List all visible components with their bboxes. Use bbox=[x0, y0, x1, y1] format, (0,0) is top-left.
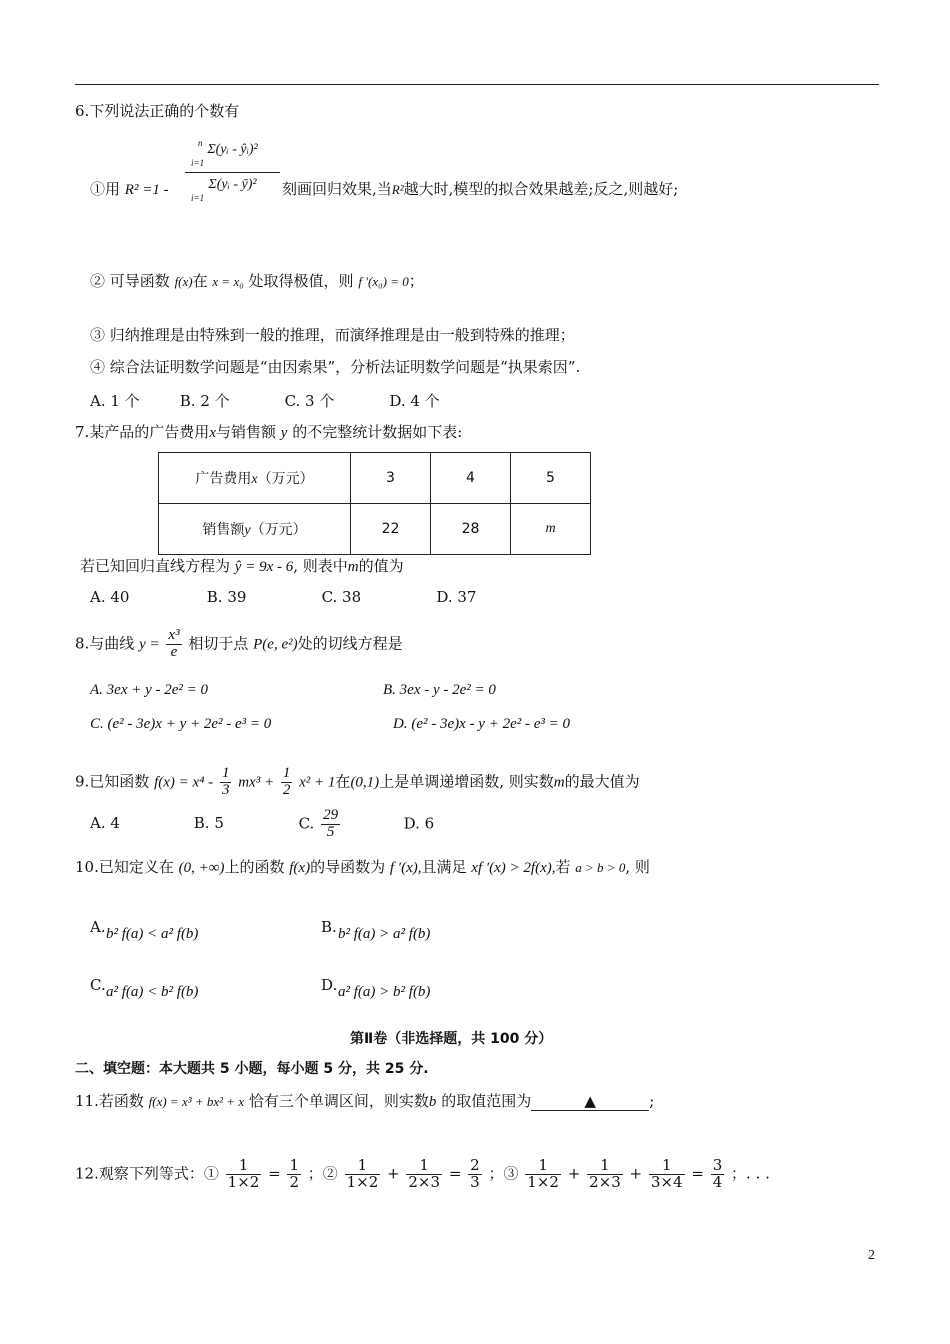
q11-stem-a: 11.若函数 bbox=[75, 1092, 144, 1110]
sum-range: i=1 bbox=[191, 158, 205, 168]
q12-stem-text: 12.观察下列等式： bbox=[75, 1164, 204, 1183]
frac-den: 1×2 bbox=[527, 1172, 559, 1191]
q6-s2-fx: f(x) bbox=[174, 274, 193, 289]
q9-option-a: A. 4 bbox=[90, 814, 120, 833]
q7-stem-y: y bbox=[280, 425, 288, 441]
q6-s1-denominator: Σ(yᵢ - ȳ)² bbox=[208, 177, 257, 192]
q10-option-d: a² f(a) > b² f(b) bbox=[338, 984, 431, 1000]
q9-stem-mid: mx³ + bbox=[238, 774, 275, 791]
q6-s1-text: 刻画回归效果,当 bbox=[282, 180, 392, 198]
q11-stem-c: 的取值范围为 bbox=[441, 1092, 532, 1110]
q8-stem-b: 相切于点 bbox=[188, 634, 249, 653]
table-cell: 22 bbox=[351, 504, 431, 555]
ad-sales-table bbox=[158, 452, 591, 555]
q7-stem bbox=[75, 421, 462, 442]
q11-stem bbox=[75, 1090, 654, 1111]
q10-option-b-label: B. bbox=[321, 918, 337, 936]
q7-option-c: C. 38 bbox=[321, 588, 362, 606]
q10-stem-a: 10.已知定义在 bbox=[75, 858, 174, 876]
frac-den: 2×3 bbox=[589, 1172, 621, 1191]
row1-var: x bbox=[251, 472, 258, 487]
q7-follow bbox=[80, 555, 404, 576]
frac-den: 2×3 bbox=[408, 1172, 441, 1191]
q9-stem-c: 上是单调递增函数, 则实数 bbox=[379, 772, 554, 791]
frac-den: 1×2 bbox=[346, 1172, 379, 1191]
q10-stem-ineq: xf ′(x) > 2f(x), bbox=[471, 860, 556, 876]
q9-stem-d: 的最大值为 bbox=[564, 772, 640, 791]
q11-stem-var: b bbox=[428, 1094, 437, 1110]
q6-s1-end: 越大时,模型的拟合效果越差;反之,则越好; bbox=[403, 180, 679, 198]
frac-num: 1 bbox=[221, 765, 230, 781]
frac-den: e bbox=[170, 643, 178, 660]
q8-stem-p: P(e, e²) bbox=[253, 636, 298, 653]
row2-var: y bbox=[244, 523, 251, 538]
frac-den: 3×4 bbox=[650, 1172, 683, 1191]
table-cell: 28 bbox=[431, 504, 511, 555]
q8-stem-c: 处的切线方程是 bbox=[297, 634, 403, 653]
table-row bbox=[159, 504, 591, 555]
frac bbox=[587, 1158, 623, 1191]
q8-option-b: B. 3ex - y - 2e² = 0 bbox=[383, 682, 496, 698]
q10-stem-cond: a > b > 0 bbox=[575, 860, 626, 875]
q10-option-a-label: A. bbox=[90, 918, 106, 936]
q8-option-c: C. (e² - 3e)x + y + 2e² - e³ = 0 bbox=[90, 716, 272, 732]
q7-option-d: D. 37 bbox=[436, 588, 477, 606]
q6-s1-tail bbox=[282, 178, 678, 199]
frac-den: 3 bbox=[221, 781, 230, 798]
q7-options bbox=[90, 588, 476, 606]
q9-stem-int: (0,1) bbox=[350, 774, 380, 791]
q6-s2-c: 处取得极值，则 bbox=[248, 272, 354, 290]
q9-option-c-label: C. bbox=[298, 814, 315, 833]
q10-stem-fp: f ′(x), bbox=[389, 860, 422, 876]
frac-den: 2 bbox=[289, 1172, 299, 1191]
q6-s2-x: x = x₀ bbox=[212, 274, 244, 289]
q12-ellipsis: ；. . . bbox=[731, 1164, 770, 1183]
equals: = bbox=[448, 1164, 462, 1183]
q10-option-b: b² f(a) > a² f(b) bbox=[338, 926, 431, 942]
sum-range-den: i=1 bbox=[191, 193, 205, 203]
frac bbox=[711, 1158, 725, 1191]
q6-s1-r2: R² bbox=[391, 182, 404, 197]
frac bbox=[287, 1158, 301, 1191]
q10-option-d-label: D. bbox=[321, 976, 338, 994]
q7-follow-c: 的值为 bbox=[358, 557, 404, 575]
frac-den: 3 bbox=[470, 1172, 480, 1191]
frac-den: 1×2 bbox=[227, 1172, 260, 1191]
q12-eq2-label: ；② bbox=[307, 1164, 338, 1183]
r-squared-fraction bbox=[185, 138, 280, 203]
q6-s1 bbox=[90, 178, 169, 199]
q12-eq1-label: ① bbox=[203, 1164, 219, 1183]
plus: + bbox=[629, 1164, 643, 1183]
q8-stem bbox=[75, 628, 403, 661]
q6-option-d: D. 4 个 bbox=[389, 392, 440, 410]
q7-option-a: A. 40 bbox=[90, 588, 130, 606]
frac-num: 29 bbox=[323, 807, 339, 823]
table-row-label bbox=[159, 504, 351, 555]
q10-stem-e: 若 bbox=[555, 858, 571, 876]
q10-stem-d: 且满足 bbox=[421, 858, 467, 876]
frac-num: 1 bbox=[525, 1158, 561, 1175]
equals: = bbox=[691, 1164, 704, 1183]
q10-option-c: a² f(a) < b² f(b) bbox=[106, 984, 199, 1000]
page-number: 2 bbox=[868, 1248, 875, 1263]
q9-stem bbox=[75, 766, 640, 799]
q9-options bbox=[90, 808, 434, 841]
q7-follow-eq: ŷ = 9x - 6 bbox=[234, 559, 294, 575]
row2-unit: （万元） bbox=[250, 522, 307, 538]
q9-stem-m: m bbox=[553, 774, 565, 791]
table-cell: 3 bbox=[351, 453, 431, 504]
table-cell: 4 bbox=[431, 453, 511, 504]
q9-stem-a: 9.已知函数 bbox=[75, 772, 150, 791]
table-row bbox=[159, 453, 591, 504]
frac-num: 1 bbox=[649, 1158, 685, 1175]
equals: = bbox=[268, 1164, 281, 1183]
q6-s3: ③ 归纳推理是由特殊到一般的推理，而演绎推理是由一般到特殊的推理； bbox=[90, 326, 575, 344]
q11-stem-f: f(x) = x³ + bx² + x bbox=[148, 1094, 245, 1109]
q6-option-c: C. 3 个 bbox=[284, 392, 335, 410]
q10-stem bbox=[75, 856, 650, 877]
frac-num: x³ bbox=[168, 627, 180, 643]
frac-den: 4 bbox=[712, 1172, 723, 1191]
q7-stem-a: 7.某产品的广告费用 bbox=[75, 423, 210, 441]
frac bbox=[345, 1158, 381, 1191]
q6-s4: ④ 综合法证明数学问题是“由因索果”，分析法证明数学问题是“执果索因”. bbox=[90, 358, 581, 376]
row2-label: 销售额 bbox=[202, 522, 245, 538]
sum-top: n bbox=[198, 138, 203, 148]
q11-stem-end: ; bbox=[649, 1092, 655, 1110]
plus: + bbox=[387, 1164, 400, 1183]
frac-num: 1 bbox=[406, 1158, 442, 1175]
plus: + bbox=[567, 1164, 581, 1183]
section-part: 二、填空题：本大题共 5 小题，每小题 5 分，共 25 分. bbox=[75, 1061, 429, 1077]
q9-stem-b: 在 bbox=[335, 772, 351, 791]
q6-stem: 6.下列说法正确的个数有 bbox=[75, 102, 240, 120]
header-rule bbox=[75, 84, 879, 85]
q6-option-a: A. 1 个 bbox=[90, 392, 140, 410]
q7-follow-m: m bbox=[347, 559, 359, 575]
q7-stem-c: 的不完整统计数据如下表: bbox=[292, 423, 463, 441]
frac-den: 2 bbox=[282, 781, 291, 798]
q8-option-a: A. 3ex + y - 2e² = 0 bbox=[90, 682, 209, 698]
frac-num: 2 bbox=[470, 1156, 480, 1174]
q7-follow-a: 若已知回归直线方程为 bbox=[80, 557, 231, 575]
frac bbox=[649, 1158, 685, 1191]
frac bbox=[525, 1158, 561, 1191]
q8-stem-a: 8.与曲线 bbox=[75, 634, 135, 653]
frac bbox=[468, 1158, 482, 1191]
q9-option-d: D. 6 bbox=[403, 814, 435, 833]
frac-num: 3 bbox=[712, 1156, 723, 1174]
q10-stem-c: 的导函数为 bbox=[310, 858, 386, 876]
q8-option-d: D. (e² - 3e)x - y + 2e² - e³ = 0 bbox=[393, 716, 570, 732]
q6-options bbox=[90, 390, 440, 411]
frac bbox=[226, 1158, 262, 1191]
table-row-label bbox=[159, 453, 351, 504]
q10-stem-end: , 则 bbox=[625, 858, 650, 876]
q6-s1-prefix: ①用 bbox=[90, 180, 121, 198]
q8-fraction bbox=[166, 628, 181, 661]
q6-s2 bbox=[90, 270, 424, 291]
q9-option-b: B. 5 bbox=[193, 814, 224, 833]
frac-num: 1 bbox=[282, 765, 291, 781]
row1-unit: （万元） bbox=[257, 471, 314, 487]
q6-option-b: B. 2 个 bbox=[179, 392, 230, 410]
q7-stem-x: x bbox=[209, 425, 216, 441]
q7-option-b: B. 39 bbox=[206, 588, 247, 606]
table-cell: 5 bbox=[511, 453, 591, 504]
q6-s2-a: ② 可导函数 bbox=[90, 272, 170, 290]
table-cell: m bbox=[511, 504, 591, 555]
frac-den: 5 bbox=[326, 823, 335, 840]
q10-option-c-label: C. bbox=[90, 976, 106, 994]
row1-label: 广告费用 bbox=[195, 471, 252, 487]
q12-stem bbox=[75, 1158, 770, 1191]
q6-s1-formula-left: R² =1 - bbox=[124, 182, 169, 198]
q9-stem-f: f(x) = x⁴ - bbox=[154, 774, 214, 791]
q10-stem-int: (0, +∞) bbox=[178, 860, 225, 876]
section-title: 第Ⅱ卷（非选择题，共 100 分） bbox=[350, 1031, 553, 1047]
frac-num: 1 bbox=[289, 1156, 299, 1174]
q9-stem-tail: x² + 1 bbox=[299, 774, 336, 791]
frac bbox=[406, 1158, 442, 1191]
q9-frac-2 bbox=[281, 766, 293, 799]
triangle-icon: ▲ bbox=[584, 1092, 596, 1110]
q6-s2-e: ； bbox=[408, 272, 424, 290]
q6-s2-d: f ′(x₀) = 0 bbox=[358, 274, 409, 289]
q10-stem-f: f(x) bbox=[289, 860, 311, 876]
q11-stem-b: 恰有三个单调区间，则实数 bbox=[248, 1092, 429, 1110]
q6-s2-b: 在 bbox=[192, 272, 208, 290]
q9-option-c-frac bbox=[321, 808, 340, 841]
q7-follow-b: , 则表中 bbox=[293, 557, 348, 575]
q6-s1-numerator: Σ(yᵢ - ŷᵢ)² bbox=[207, 142, 258, 157]
frac-num: 1 bbox=[345, 1158, 381, 1175]
frac-num: 1 bbox=[226, 1158, 262, 1175]
frac-num: 1 bbox=[587, 1158, 623, 1175]
q10-option-a: b² f(a) < a² f(b) bbox=[106, 926, 199, 942]
q8-stem-y: y = bbox=[139, 636, 160, 653]
answer-blank[interactable] bbox=[531, 1092, 649, 1111]
q10-stem-b: 上的函数 bbox=[224, 858, 285, 876]
q9-frac-1 bbox=[220, 766, 232, 799]
q12-eq3-label: ；③ bbox=[488, 1164, 519, 1183]
q7-stem-b: 与销售额 bbox=[215, 423, 276, 441]
